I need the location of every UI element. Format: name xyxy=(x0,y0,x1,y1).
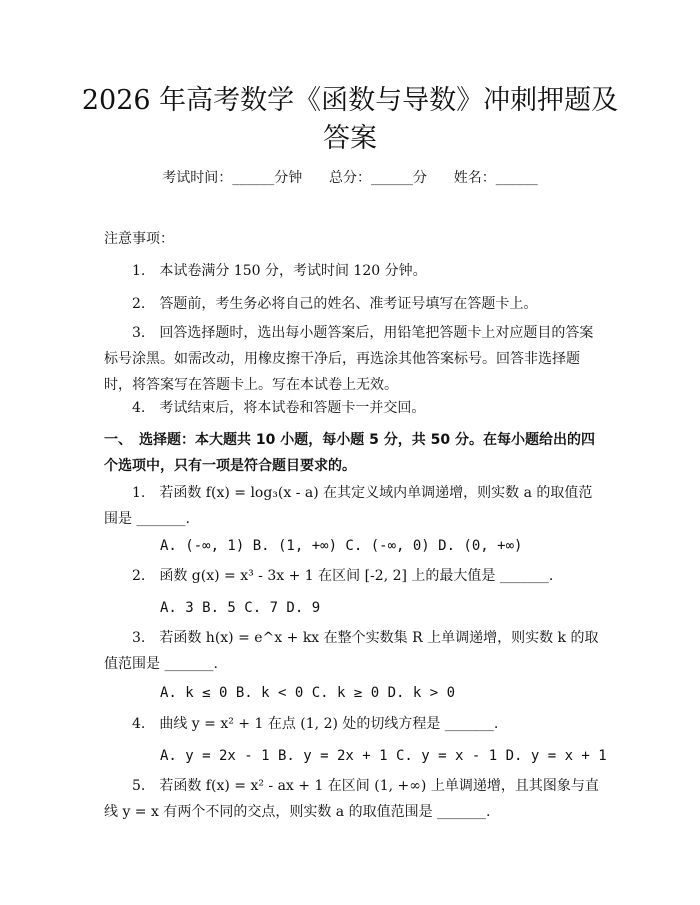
notice-item-3: 3. 回答选择题时，选出每小题答案后，用铅笔把答题卡上对应题目的答案标号涂黑。如需改动，用橡皮擦干净后，再选涂其他答案标号。回答非选择题时，将答案写在答题卡上。写在本试卷上无效。 xyxy=(104,325,594,393)
question-3-options: A. k ≤ 0 B. k < 0 C. k ≥ 0 D. k > 0 xyxy=(160,685,456,701)
question-2-options: A. 3 B. 5 C. 7 D. 9 xyxy=(160,600,321,616)
page-title: 2026 年高考数学《函数与导数》冲刺押题及答案 xyxy=(81,85,619,154)
notice-item-1: 1. 本试卷满分 150 分，考试时间 120 分钟。 xyxy=(132,263,427,279)
question-1: 1. 若函数 f(x) = log₃(x - a) 在其定义域内单调递增，则实数 a 的取值范围是 _______. xyxy=(104,485,593,527)
exam-time-field: 考试时间：______分钟 xyxy=(162,170,303,186)
question-4: 4. 曲线 y = x² + 1 在点 (1, 2) 处的切线方程是 _______. xyxy=(132,716,499,732)
question-1-options: A. (-∞, 1) B. (1, +∞) C. (-∞, 0) D. (0, +∞) xyxy=(160,538,523,554)
exam-meta-line xyxy=(0,168,700,188)
notice-item-2: 2. 答题前，考生务必将自己的姓名、准考证号填写在答题卡上。 xyxy=(132,296,538,312)
notice-heading: 注意事项： xyxy=(104,231,174,247)
name-field: 姓名：______ xyxy=(453,170,538,186)
question-3: 3. 若函数 h(x) = e^x + kx 在整个实数集 R 上单调递增，则实数 k 的取值范围是 _______. xyxy=(104,630,599,672)
question-5: 5. 若函数 f(x) = x² - ax + 1 在区间 (1, +∞) 上单调递增，且其图象与直线 y = x 有两个不同的交点，则实数 a 的取值范围是 _______. xyxy=(104,778,599,820)
question-2: 2. 函数 g(x) = x³ - 3x + 1 在区间 [-2, 2] 上的最大值是 _______. xyxy=(132,568,554,584)
total-score-field: 总分：______分 xyxy=(329,170,427,186)
notice-item-4: 4. 考试结束后，将本试卷和答题卡一并交回。 xyxy=(132,400,426,416)
section-heading-choice: 一、 选择题：本大题共 10 小题，每小题 5 分，共 50 分。在每小题给出的四个选项中，只有一项是符合题目要求的。 xyxy=(104,432,595,474)
question-4-options: A. y = 2x - 1 B. y = 2x + 1 C. y = x - 1 D. y = x + 1 xyxy=(160,748,607,764)
